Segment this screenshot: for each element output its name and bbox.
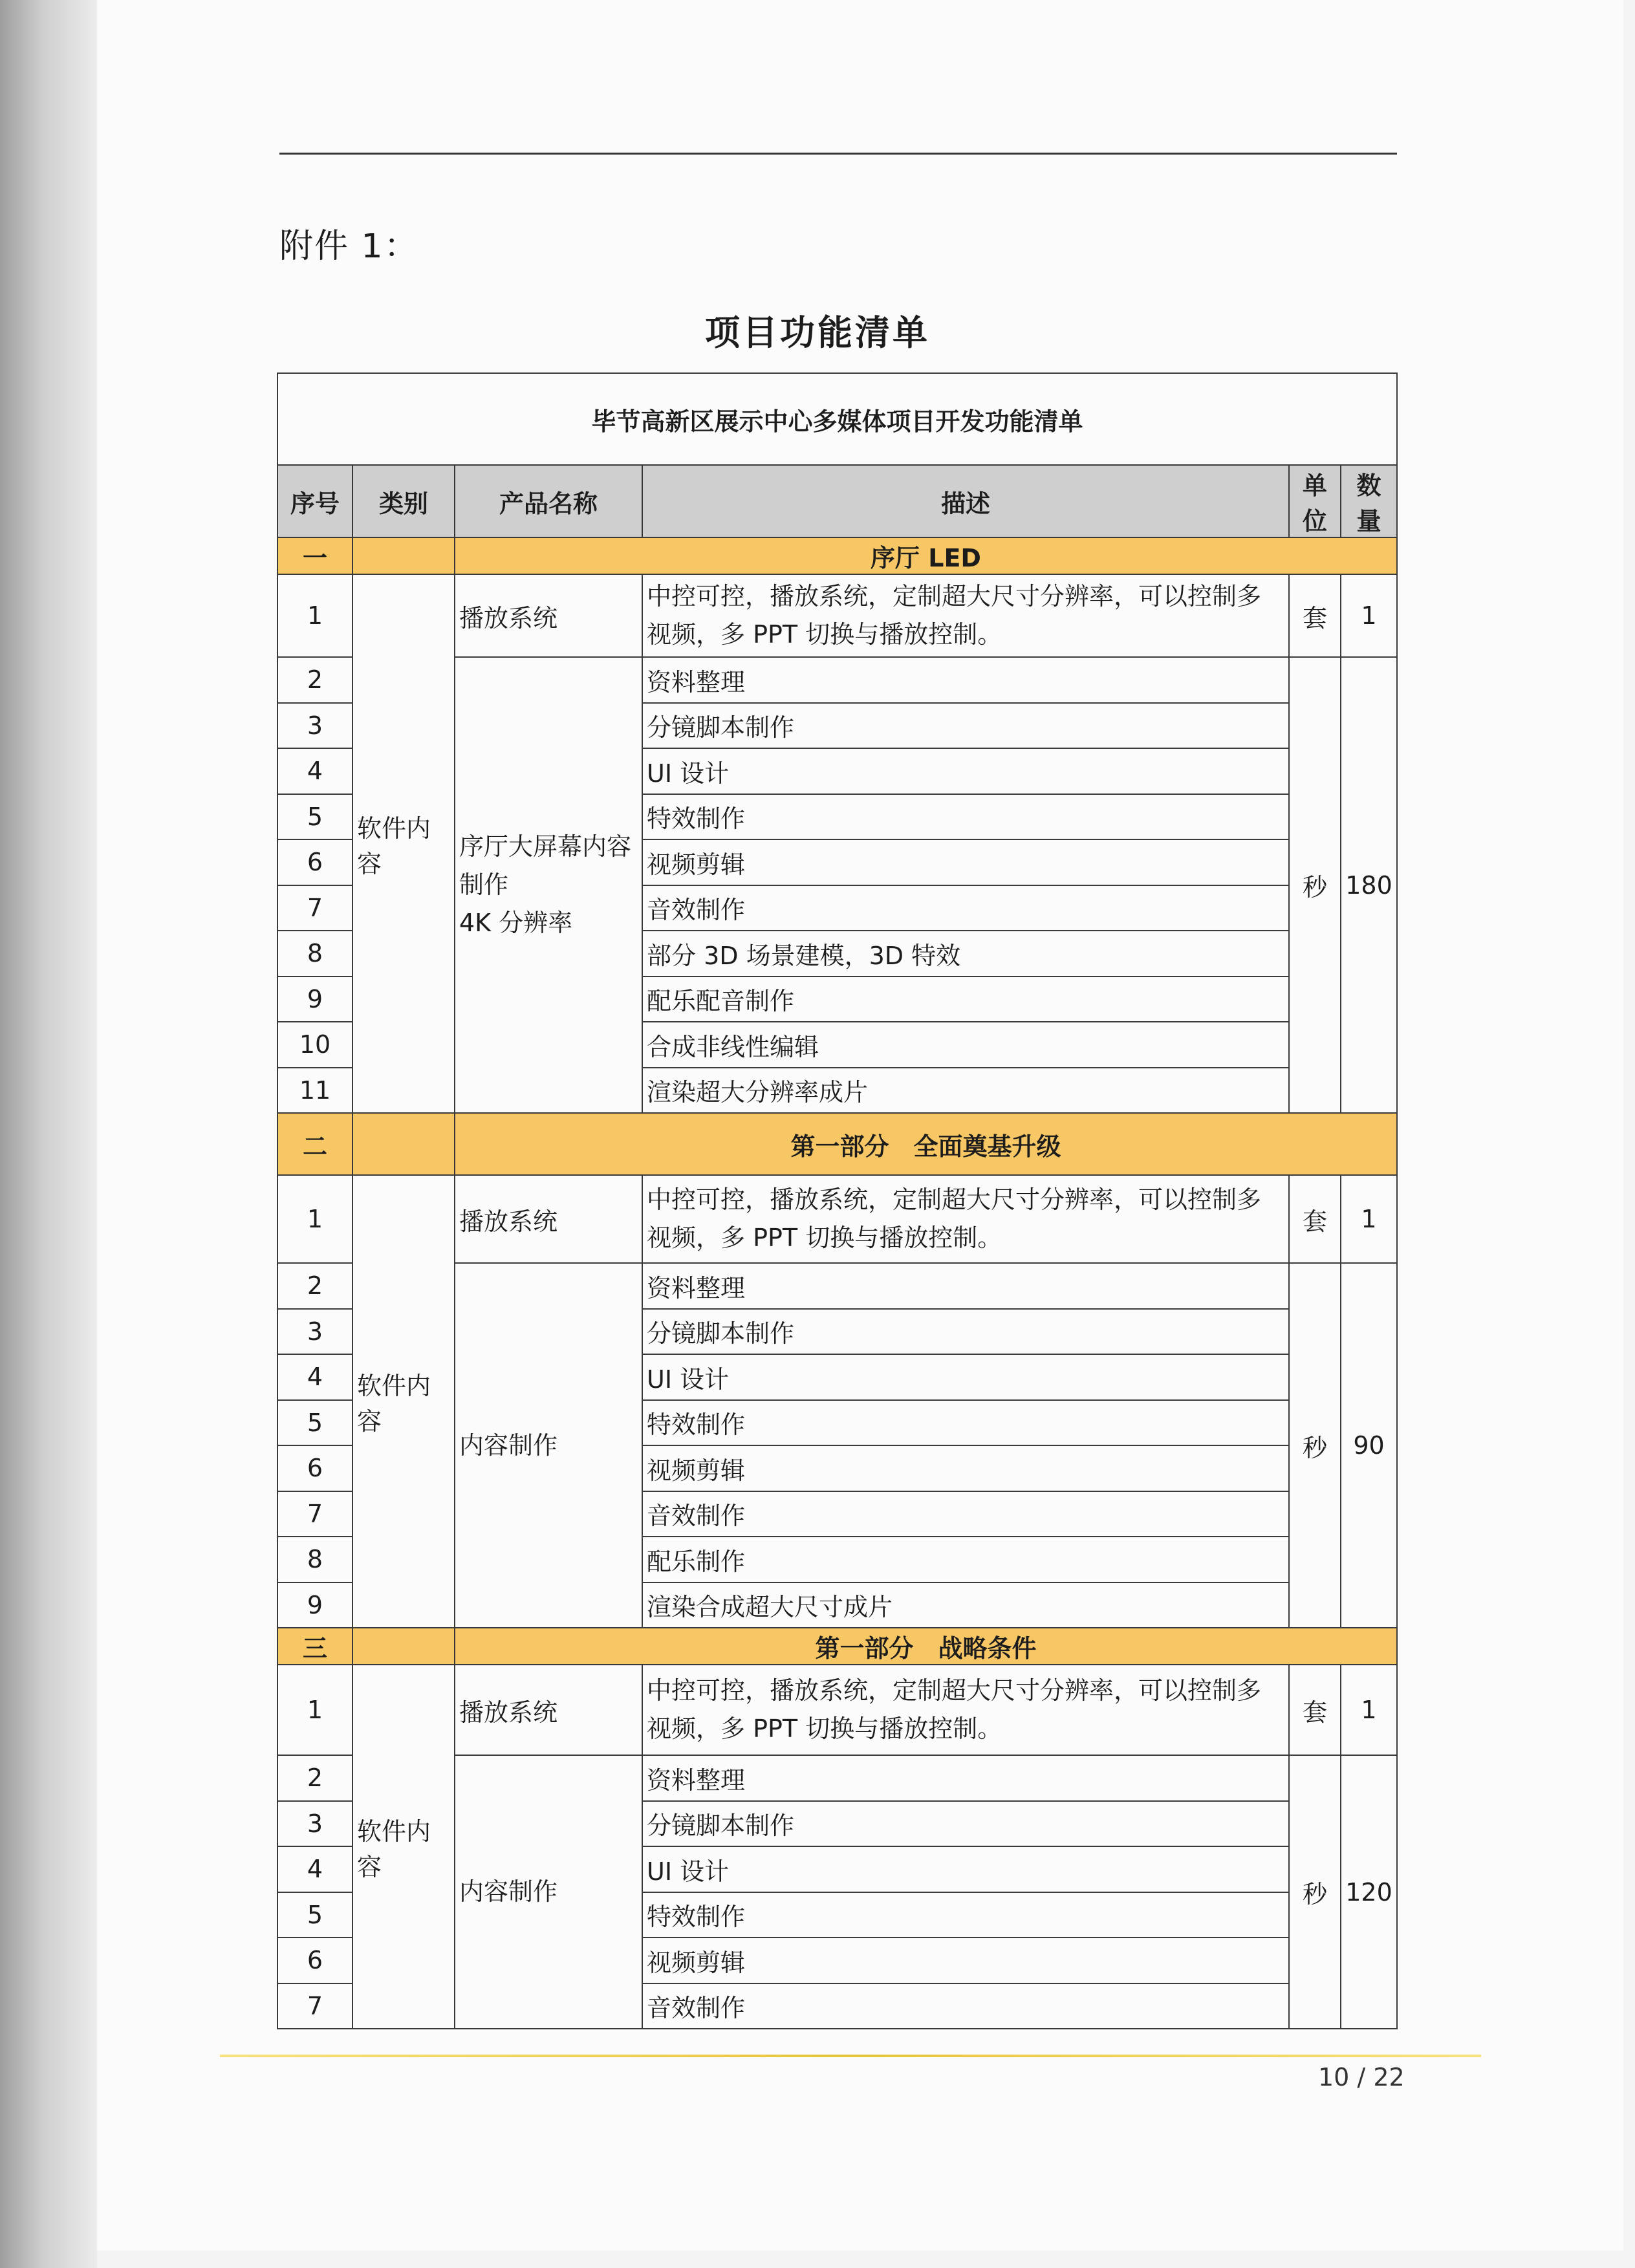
row-number: 5 (277, 1400, 352, 1446)
section-title: 序厅 LED (455, 537, 1397, 574)
quantity: 1 (1341, 1665, 1397, 1755)
description: 合成非线性编辑 (642, 1022, 1289, 1068)
section-row (277, 1113, 1397, 1175)
row-number: 3 (277, 1801, 352, 1847)
row-number: 7 (277, 1983, 352, 2029)
description: 中控可控，播放系统，定制超大尺寸分辨率，可以控制多视频，多 PPT 切换与播放控制。 (642, 1665, 1289, 1755)
row-number: 7 (277, 885, 352, 931)
description: 配乐制作 (642, 1537, 1289, 1582)
row-number: 3 (277, 1309, 352, 1355)
description: 特效制作 (642, 794, 1289, 840)
row-number: 9 (277, 977, 352, 1022)
description: 特效制作 (642, 1400, 1289, 1446)
category-cell: 软件内容 (352, 1665, 455, 2029)
section-number: 二 (277, 1113, 352, 1175)
row-number: 1 (277, 1665, 352, 1755)
content-product-name (455, 1263, 642, 1628)
table-row (277, 574, 1397, 657)
function-list-table (277, 373, 1398, 2029)
section-blank (352, 1113, 455, 1175)
description: UI 设计 (642, 1354, 1289, 1400)
section-row (277, 537, 1397, 574)
section-blank (352, 537, 455, 574)
content-name-line: 4K 分辨率 (459, 908, 573, 937)
section-title: 第一部分 全面奠基升级 (455, 1113, 1397, 1175)
content-unit: 秒 (1289, 657, 1341, 1113)
row-number: 9 (277, 1582, 352, 1628)
content-name-line: 序厅大屏幕内容 (459, 832, 632, 861)
section-title: 第一部分 战略条件 (455, 1628, 1397, 1665)
description: 分镜脚本制作 (642, 703, 1289, 749)
product-name: 播放系统 (455, 1175, 642, 1263)
description: 渲染合成超大尺寸成片 (642, 1582, 1289, 1628)
description: 中控可控，播放系统，定制超大尺寸分辨率，可以控制多视频，多 PPT 切换与播放控制。 (642, 574, 1289, 657)
document-title: 项目功能清单 (705, 312, 930, 353)
unit: 套 (1289, 1175, 1341, 1263)
row-number: 1 (277, 1175, 352, 1263)
description: 渲染超大分辨率成片 (642, 1068, 1289, 1114)
description: 中控可控，播放系统，定制超大尺寸分辨率，可以控制多视频，多 PPT 切换与播放控制。 (642, 1175, 1289, 1263)
section-number: 三 (277, 1628, 352, 1665)
attachment-label: 附件 1： (279, 227, 419, 266)
description: 资料整理 (642, 657, 1289, 703)
description: 资料整理 (642, 1755, 1289, 1801)
unit: 套 (1289, 1665, 1341, 1755)
content-quantity: 90 (1341, 1263, 1397, 1628)
row-number: 3 (277, 703, 352, 749)
unit: 套 (1289, 574, 1341, 657)
description: 分镜脚本制作 (642, 1309, 1289, 1355)
header-no: 序号 (277, 465, 352, 537)
table-row (277, 1175, 1397, 1263)
description: 视频剪辑 (642, 839, 1289, 885)
header-description: 描述 (642, 465, 1289, 537)
description: UI 设计 (642, 1846, 1289, 1892)
row-number: 2 (277, 657, 352, 703)
content-quantity: 120 (1341, 1755, 1397, 2029)
description: 视频剪辑 (642, 1445, 1289, 1491)
description: 分镜脚本制作 (642, 1801, 1289, 1847)
product-name: 播放系统 (455, 574, 642, 657)
description: 音效制作 (642, 885, 1289, 931)
row-number: 2 (277, 1755, 352, 1801)
row-number: 1 (277, 574, 352, 657)
row-number: 6 (277, 839, 352, 885)
description: 音效制作 (642, 1983, 1289, 2029)
header-unit: 单位 (1289, 465, 1341, 537)
row-number: 4 (277, 748, 352, 794)
quantity: 1 (1341, 574, 1397, 657)
row-number: 8 (277, 1537, 352, 1582)
row-number: 4 (277, 1354, 352, 1400)
description: 特效制作 (642, 1892, 1289, 1938)
category-cell: 软件内容 (352, 1175, 455, 1628)
content-unit: 秒 (1289, 1263, 1341, 1628)
section-number: 一 (277, 537, 352, 574)
description: 配乐配音制作 (642, 977, 1289, 1022)
section-blank (352, 1628, 455, 1665)
row-number: 7 (277, 1491, 352, 1537)
header-product-name: 产品名称 (455, 465, 642, 537)
row-number: 8 (277, 931, 352, 977)
footer-rule (220, 2055, 1481, 2057)
row-number: 5 (277, 794, 352, 840)
content-name-line: 内容制作 (459, 1877, 558, 1906)
row-number: 5 (277, 1892, 352, 1938)
header-quantity: 数量 (1341, 465, 1397, 537)
row-number: 11 (277, 1068, 352, 1114)
content-product-name (455, 1755, 642, 2029)
row-number: 6 (277, 1938, 352, 1983)
description: 部分 3D 场景建模，3D 特效 (642, 931, 1289, 977)
header-rule (279, 153, 1397, 155)
product-name: 播放系统 (455, 1665, 642, 1755)
description: 资料整理 (642, 1263, 1289, 1309)
row-number: 4 (277, 1846, 352, 1892)
category-cell: 软件内容 (352, 574, 455, 1113)
header-category: 类别 (352, 465, 455, 537)
quantity: 1 (1341, 1175, 1397, 1263)
row-number: 10 (277, 1022, 352, 1068)
description: 视频剪辑 (642, 1938, 1289, 1983)
row-number: 2 (277, 1263, 352, 1309)
page-number: 10 / 22 (1318, 2063, 1405, 2091)
table-caption: 毕节高新区展示中心多媒体项目开发功能清单 (277, 373, 1397, 465)
table-row (277, 1665, 1397, 1755)
content-unit: 秒 (1289, 1755, 1341, 2029)
content-name-line: 制作 (459, 870, 509, 900)
description: UI 设计 (642, 748, 1289, 794)
section-row (277, 1628, 1397, 1665)
content-quantity: 180 (1341, 657, 1397, 1113)
description: 音效制作 (642, 1491, 1289, 1537)
row-number: 6 (277, 1445, 352, 1491)
content-name-line: 内容制作 (459, 1431, 558, 1460)
content-product-name (455, 657, 642, 1113)
